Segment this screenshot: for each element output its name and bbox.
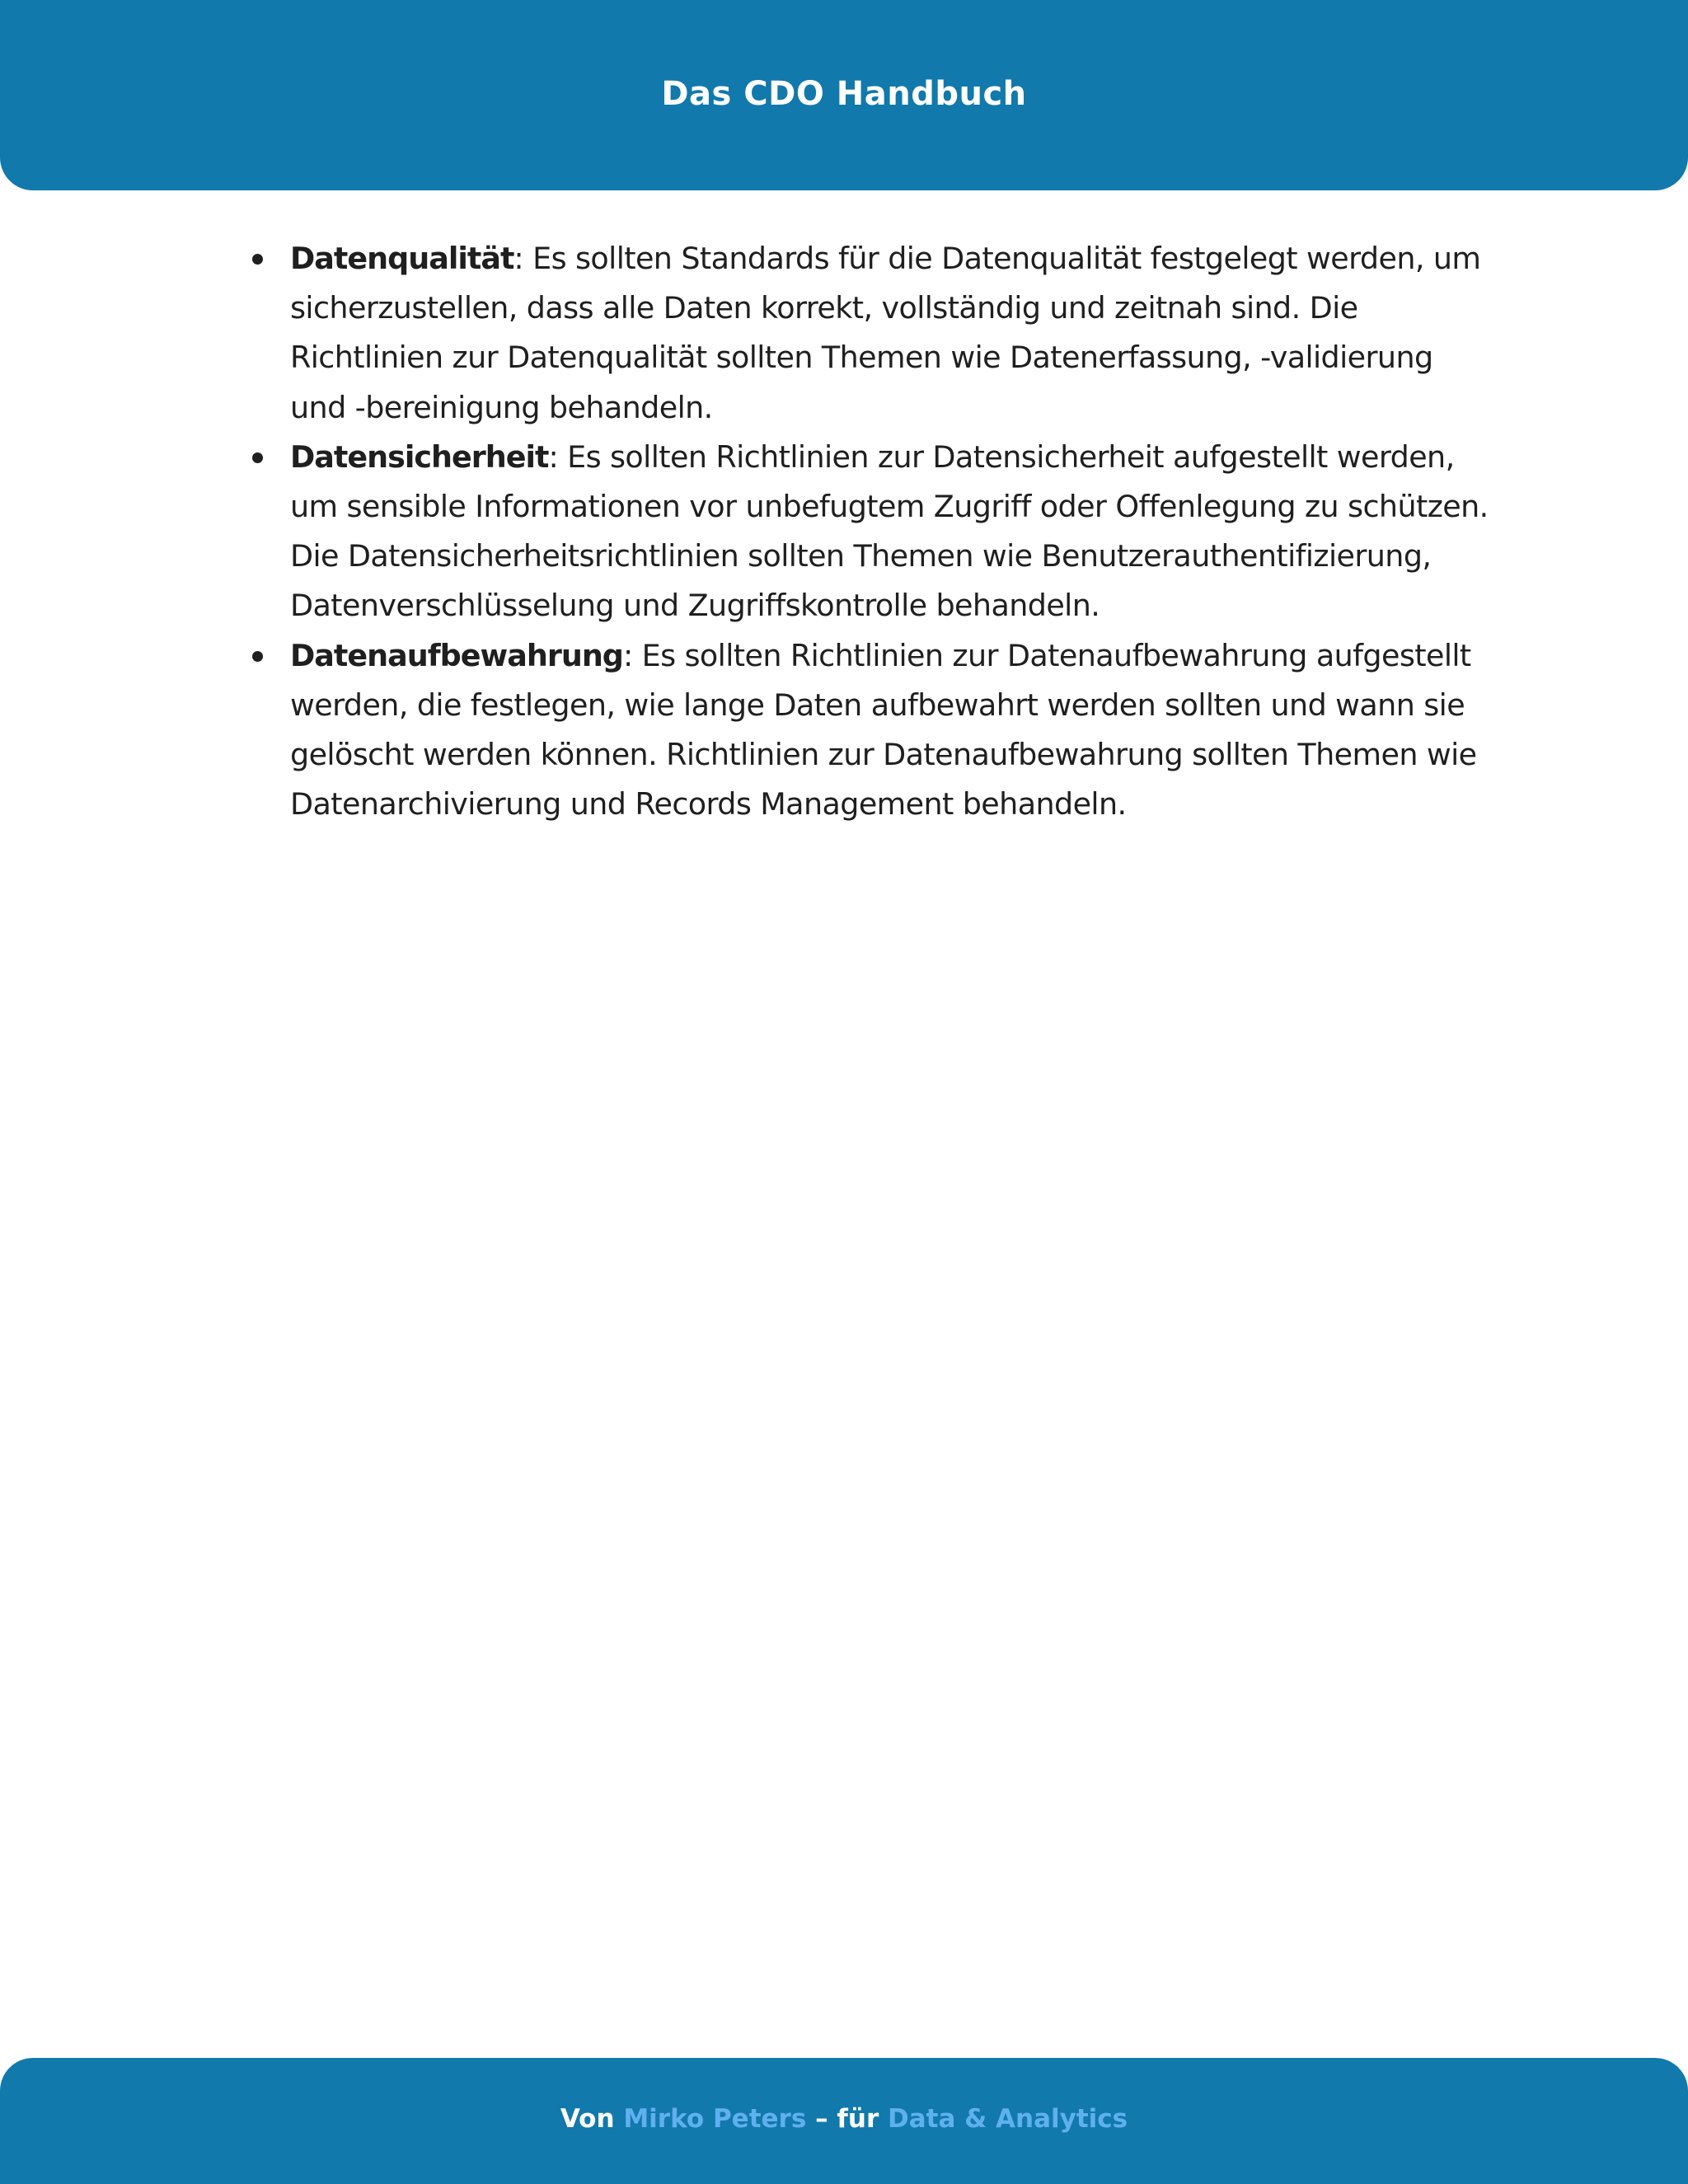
footer-prefix: Von	[560, 2104, 624, 2134]
list-item-term: Datenaufbewahrung	[290, 637, 623, 673]
bullet-icon	[252, 452, 263, 463]
list-item	[241, 433, 1493, 631]
list-item-text: : Es sollten Richtlinien zur Datensicherheit aufgestellt werden, um sensible Informationen vor unbefugtem Zugriff oder Offenlegung zu schützen. Die Datensicherheitsrichtlinien sollten Themen wie Benutzerauthentifizierung, Datenverschlüsselung und Zugriffskontrolle behandeln.	[290, 438, 1489, 624]
bullet-list	[241, 234, 1493, 829]
brand-name: Data & Analytics	[888, 2104, 1128, 2134]
footer-middle: – für	[806, 2104, 889, 2134]
bullet-icon	[252, 254, 263, 265]
main-content	[241, 234, 1493, 829]
list-item	[241, 631, 1493, 830]
list-item-term: Datenqualität	[290, 241, 514, 276]
list-item-text: : Es sollten Standards für die Datenqualität festgelegt werden, um sicherzustellen, dass alle Daten korrekt, vollständig und zeitnah sind. Die Richtlinien zur Datenqualität sollten Themen wie Datenerfassung, -validierung und -bereinigung behandeln.	[290, 241, 1481, 425]
list-item-term: Datensicherheit	[290, 438, 549, 475]
bullet-icon	[252, 651, 263, 662]
list-item	[241, 234, 1493, 433]
footer-banner	[0, 2058, 1688, 2184]
footer-credit	[0, 2101, 1688, 2137]
list-item-text: : Es sollten Richtlinien zur Datenaufbewahrung aufgestellt werden, die festlegen, wie lange Daten aufbewahrt werden sollten und wann sie gelöscht werden können. Richtlinien zur Datenaufbewahrung sollten Themen wie Datenarchivierung und Records Management behandeln.	[290, 637, 1477, 823]
document-title: Das CDO Handbuch	[661, 75, 1027, 113]
header-banner	[0, 0, 1688, 190]
author-name: Mirko Peters	[623, 2104, 807, 2134]
